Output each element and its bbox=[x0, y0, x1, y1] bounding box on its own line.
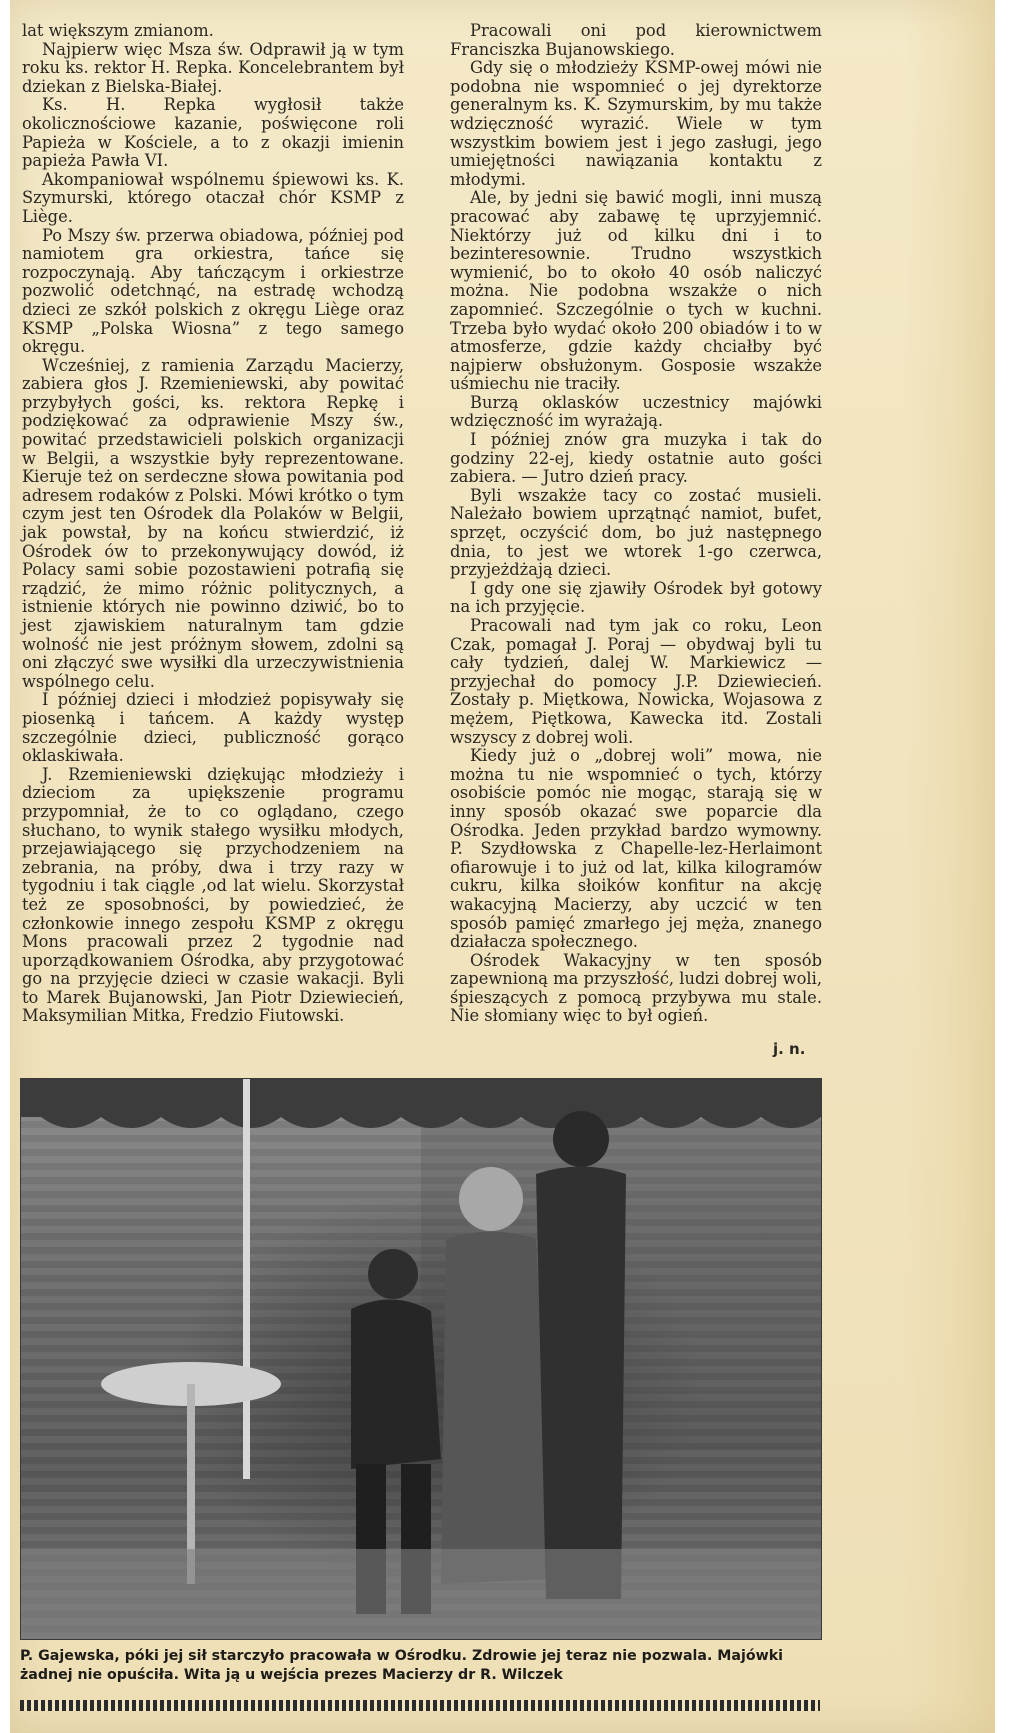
article-paragraph: Ks. H. Repka wygłosił także okolicznościowe kazanie, poświęcone roli Papieża w Kościele, a to z okazji imienin papieża Pawła VI. bbox=[22, 95, 404, 171]
article-paragraph: Akompaniował wspólnemu śpiewowi ks. K. Szymurski, którego otaczał chór KSMP z Liège. bbox=[22, 169, 404, 226]
article-paragraph: Kiedy już o „dobrej woli” mowa, nie można tu nie wspomnieć o tych, którzy osobiście pomóc nie mogąc, starają się w inny sposób okazać swe poparcie dla Ośrodka. Jeden przykład bardzo wymowny. P. Szydłowska z Chapelle-lez-Herlaimont ofiarowuje i to już od lat, kilka kilogramów cukru, kilka słoików konfitur na akcję wakacyjną Macierzy, aby uczcić w ten sposób pamięć zmarłego jej męża, znanego działacza społecznego. bbox=[450, 746, 822, 952]
article-left-column bbox=[22, 22, 404, 1026]
paper-stain bbox=[905, 0, 995, 1733]
ground bbox=[21, 1549, 821, 1639]
photo-caption: P. Gajewska, póki jej sił starczyło pracowała w Ośrodku. Zdrowie jej teraz nie pozwala. Majówki żadnej nie opuściła. Wita ją u wejścia prezes Macierzy dr R. Wilczek bbox=[20, 1648, 783, 1683]
article-paragraph: Gdy się o młodzieży KSMP-owej mówi nie podobna nie wspomnieć o jej dyrektorze generalnym ks. K. Szymurskim, by mu także wdzięczność wyrazić. Wiele w tym wszystkim bowiem jest i jego zasługi, jego umiejętności nawiązania kontaktu z młodymi. bbox=[450, 58, 822, 189]
article-paragraph: Po Mszy św. przerwa obiadowa, później pod namiotem gra orkiestra, tańce się rozpoczynają. Aby tańczącym i orkiestrze pozwolić odetchnąć, na estradę wchodzą dzieci ze szkół polskich z okręgu Liège oraz KSMP „Polska Wiosna” z tego samego okręgu. bbox=[22, 225, 404, 357]
article-right-column bbox=[450, 22, 822, 1026]
article-paragraph: Wcześniej, z ramienia Zarządu Macierzy, zabiera głos J. Rzemieniewski, aby powitać przybyłych gości, ks. rektora Repkę i podziękować za odprawienie Mszy św., powitać przedstawicieli polskich organizacji w Belgii, a wszystkie były reprezentowane. Kieruje też on serdeczne słowa powitania pod adresem rodaków z Polski. Mówi krótko o tym czym jest ten Ośrodek dla Polaków w Belgii, jak powstał, by na końcu stwierdzić, iż Ośrodek ów to przekonywujący dowód, iż Polacy sami sobie pozostawieni potrafią się rządzić, że mimo różnic politycznych, a istnienie których nie powinno dziwić, bo to jest zjawiskiem naturalnym tam gdzie wolność nie jest próżnym słowem, zdolni są oni złączyć swe wysiłki dla urzeczywistnienia wspólnego celu. bbox=[22, 355, 404, 691]
article-paragraph: J. Rzemieniewski dziękując młodzieży i dzieciom za upiększenie programu przypomniał, że to co oglądano, czego słuchano, to wynik stałego wysiłku młodych, przejawiającego się przychodzeniem na zebrania, na próby, dwa i trzy razy w tygodniu i tak ciągle ,od lat wielu. Skorzystał też ze sposobności, by powiedzieć, że członkowie innego zespołu KSMP z okręgu Mons pracowali przez 2 tygodnie nad uporządkowaniem Ośrodka, aby przygotować go na przyjęcie dzieci w czasie wakacji. Byli to Marek Bujanowski, Jan Piotr Dziewiecień, Maksymilian Mitka, Fredzio Fiutowski. bbox=[22, 764, 404, 1026]
article-paragraph: I gdy one się zjawiły Ośrodek był gotowy na ich przyjęcie. bbox=[450, 578, 822, 617]
photo-scene bbox=[21, 1079, 821, 1639]
article-paragraph: I później dzieci i młodzież popisywały się piosenką i tańcem. A każdy występ szczególnie dzieci, publiczność gorąco oklaskiwała. bbox=[22, 690, 404, 766]
article-photo bbox=[20, 1078, 822, 1640]
standing-man bbox=[536, 1111, 626, 1599]
article-paragraph: Ale, by jedni się bawić mogli, inni muszą pracować aby zabawę tę uprzyjemnić. Niektórzy już od kilku dni i to bezinteresownie. Trudno wszystkich wymienić, bo to około 40 osób naliczyć można. Nie podobna wszakże o nich zapomnieć. Szczególnie o tych w kuchni. Trzeba było wydać około 200 obiadów i to w atmosferze, gdzie każdy chciałby być najpierw obsłużonym. Gosposie wszakże uśmiechu nie traciły. bbox=[450, 188, 822, 394]
article-paragraph: Pracowali oni pod kierownictwem Franciszka Bujanowskiego. bbox=[450, 21, 822, 59]
perforation-strip bbox=[20, 1700, 820, 1711]
author-signature: j. n. bbox=[773, 1040, 806, 1058]
article-paragraph: I później znów gra muzyka i tak do godziny 22-ej, kiedy ostatnie auto gości zabiera. — Jutro dzień pracy. bbox=[450, 430, 822, 487]
article-paragraph: Ośrodek Wakacyjny w ten sposób zapewnioną ma przyszłość, ludzi dobrej woli, śpieszących z pomocą przybywa mu stale. Nie słomiany więc to był ogień. bbox=[450, 950, 822, 1026]
article-paragraph: lat większym zmianom. bbox=[22, 21, 214, 40]
article-paragraph: Burzą oklasków uczestnicy majówki wdzięczność im wyrażają. bbox=[450, 392, 822, 431]
article-paragraph: Najpierw więc Msza św. Odprawił ją w tym roku ks. rektor H. Repka. Koncelebrantem był dziekan z Bielska-Białej. bbox=[22, 39, 404, 96]
parasol-pole bbox=[243, 1079, 250, 1479]
article-paragraph: Byli wszakże tacy co zostać musieli. Należało bowiem uprzątnąć namiot, bufet, sprzęt, oczyścić dom, bo już następnego dnia, to jest we wtorek 1-go czerwca, przyjeżdżają dzieci. bbox=[450, 485, 822, 580]
article-paragraph: Pracowali nad tym jak co roku, Leon Czak, pomagał J. Poraj — obydwaj byli tu cały tydzień, dalej W. Markiewicz — przyjechał do pomocy J.P. Dziewiecień. Zostały p. Miętkowa, Nowicka, Wojasowa z mężem, Piętkowa, Kawecka itd. Zostali wszyscy z dobrej woli. bbox=[450, 616, 822, 747]
